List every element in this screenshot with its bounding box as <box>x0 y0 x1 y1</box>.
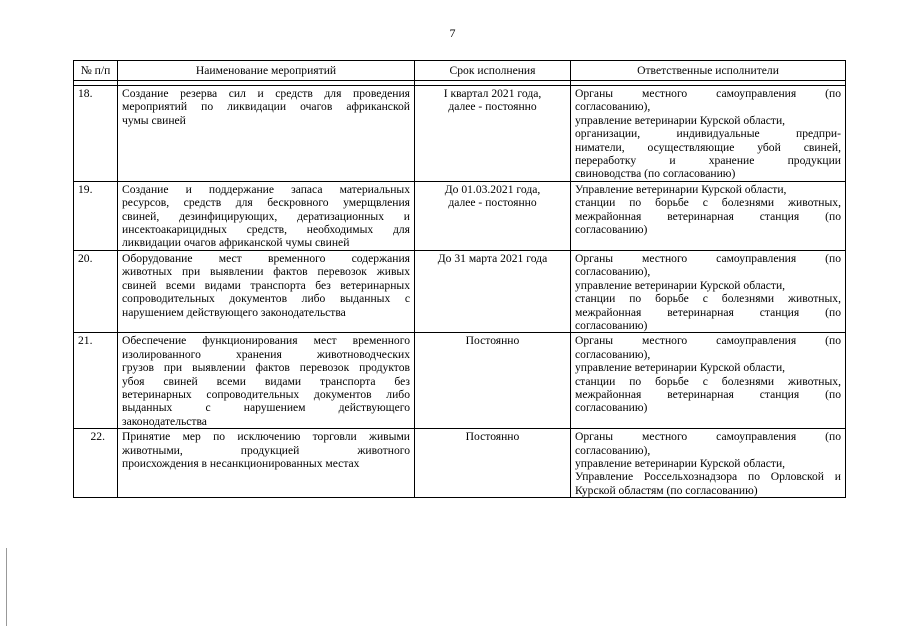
deadline: До 01.03.2021 года, далее - постоянно <box>415 181 571 250</box>
responsible-executors: Органы местного самоуправления (по согласованию), управление ветеринарии Курской области, станции по борьбе с болезнями животных, межрайонная ветеринарная станция (по согласованию) <box>571 250 846 332</box>
measure-name: Создание и поддержание запаса материальных ресурсов, средств для бескровного умерщвления свиней, дезинфицирующих, дератизационных и инсектоакарицидных средств, необходимых для ликвидации очагов африканской чумы свиней <box>118 181 415 250</box>
column-header-number: № п/п <box>74 61 118 81</box>
table-row <box>74 250 846 332</box>
measure-name: Принятие мер по исключению торговли живыми животными, продукцией животного происхождения в несанкционированных местах <box>118 429 415 498</box>
measure-name: Оборудование мест временного содержания животных при выявлении фактов перевозок живых свиней всеми видами транспорта без ветеринарных сопроводительных документов либо выданных с нарушением действующего законодательства <box>118 250 415 332</box>
column-header-term: Срок исполнения <box>415 61 571 81</box>
deadline: I квартал 2021 года, далее - постоянно <box>415 86 571 182</box>
scan-margin-mark <box>6 548 7 626</box>
responsible-executors: Органы местного самоуправления (по согласованию), управление ветеринарии Курской области, организации, индивидуальные предпри- ниматели, осуществляющие убой свиней, переработку и хранение продукции свиноводства (по согласованию) <box>571 86 846 182</box>
measures-table <box>73 60 846 498</box>
column-header-responsible: Ответственные исполнители <box>571 61 846 81</box>
measure-name: Обеспечение функционирования мест временного изолированного хранения животноводческих грузов при выявлении фактов перевозок продуктов убоя свиней всеми видами транспорта без ветеринарных сопроводительных документов либо выданных с нарушением действующего законодательства <box>118 333 415 429</box>
deadline: Постоянно <box>415 333 571 429</box>
table-row <box>74 333 846 429</box>
table-header-row <box>74 61 846 81</box>
row-number: 22. <box>74 429 118 498</box>
row-number: 18. <box>74 86 118 182</box>
row-number: 19. <box>74 181 118 250</box>
row-number: 20. <box>74 250 118 332</box>
responsible-executors: Органы местного самоуправления (по согласованию), управление ветеринарии Курской области, Управление Россельхознадзора по Орловской и Курской областям (по согласованию) <box>571 429 846 498</box>
deadline: Постоянно <box>415 429 571 498</box>
responsible-executors: Органы местного самоуправления (по согласованию), управление ветеринарии Курской области, станции по борьбе с болезнями животных, межрайонная ветеринарная станция (по согласованию) <box>571 333 846 429</box>
table-row <box>74 181 846 250</box>
column-header-name: Наименование мероприятий <box>118 61 415 81</box>
responsible-executors: Управление ветеринарии Курской области, станции по борьбе с болезнями животных, межрайонная ветеринарная станция (по согласованию) <box>571 181 846 250</box>
deadline: До 31 марта 2021 года <box>415 250 571 332</box>
table-row <box>74 429 846 498</box>
row-number: 21. <box>74 333 118 429</box>
measure-name: Создание резерва сил и средств для проведения мероприятий по ликвидации очагов африканской чумы свиней <box>118 86 415 182</box>
page-number: 7 <box>449 26 456 40</box>
table-row <box>74 86 846 182</box>
